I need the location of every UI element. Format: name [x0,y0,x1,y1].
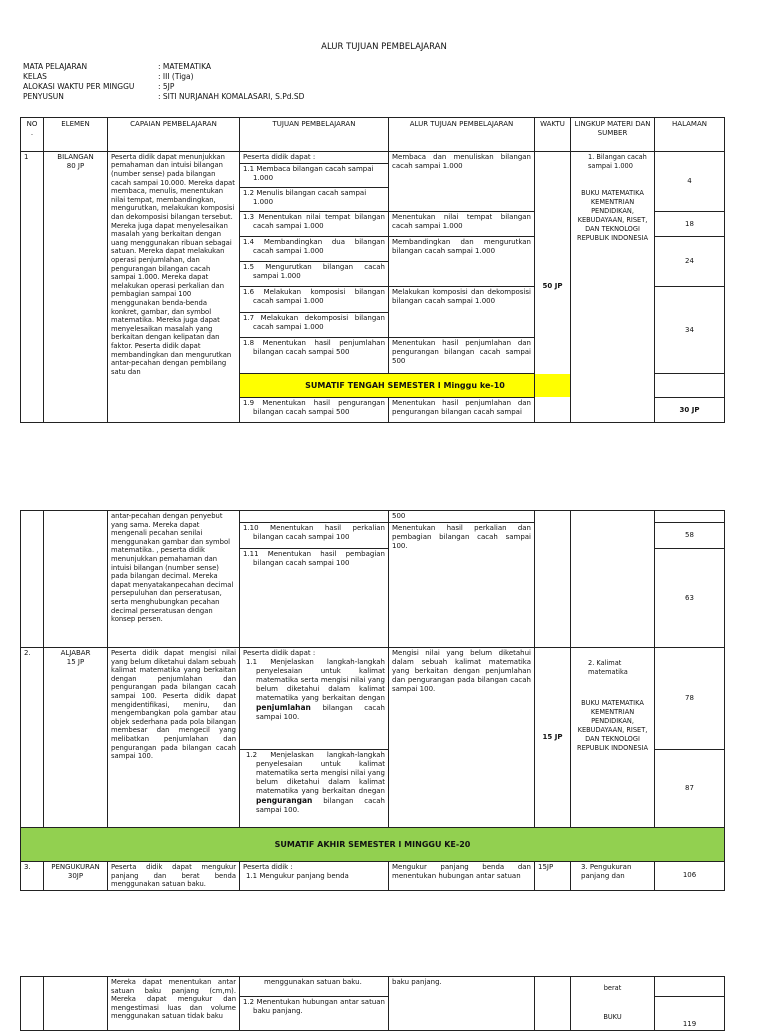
tp-item: 1.4 Membandingkan dua bilangan cacah sampai 1.000 [240,237,389,262]
element-cell: BILANGAN 80 JP [44,151,108,422]
halaman-cell: 18 [655,212,725,237]
meta-value: : 5JP [158,82,175,91]
header-elemen: ELEMEN [44,118,108,152]
element-cell [44,977,108,1031]
row-number: 1 [21,151,44,422]
halaman-cell [655,373,725,398]
tp-item [240,648,389,750]
atp-item: Melakukan komposisi dan dekomposisi bilangan cacah sampai 1.000 [389,287,535,337]
halaman-cell: 63 [655,549,725,648]
atp-item: Mengisi nilai yang belum diketahui dalam sebuah kalimat matematika yang berkaitan dengan penjumlahan dan pengurangan pada bilangan cacah sampai 100. [389,648,535,828]
lingkup-item: berat [603,984,622,992]
meta-row [23,62,304,72]
capaian-text: Peserta didik dapat mengukur panjang dan berat benda menggunakan satuan baku. [108,862,240,891]
meta-label: ALOKASI WAKTU PER MINGGU [23,82,135,91]
tp-item: 1.3 Menentukan nilai tempat bilangan cacah sampai 1.000 [240,212,389,237]
atp-item: Menentukan nilai tempat bilangan cacah sampai 1.000 [389,212,535,237]
meta-row [23,72,304,82]
tp-item [240,511,389,523]
header-capaian: CAPAIAN PEMBELAJARAN [108,118,240,152]
page-title: ALUR TUJUAN PEMBELAJARAN [321,42,447,52]
atp-table-part-2 [20,510,725,891]
tp-item: Peserta didik : 1.1 Mengukur panjang benda [240,862,389,891]
sumatif-band: SUMATIF AKHIR SEMESTER I MINGGU KE-20 [21,828,725,862]
tp-item: 1.6 Melakukan komposisi bilangan cacah sampai 1.000 [240,287,389,313]
atp-item: Menentukan hasil penjumlahan dan pengurangan bilangan cacah sampai 500 [389,337,535,373]
halaman-cell: 58 [655,523,725,549]
row-number [21,511,44,648]
waktu-cell: 15JP [535,862,571,891]
lingkup-item: 2. Kalimat matematika [588,659,628,676]
element-cell: PENGUKURAN 30JP [44,862,108,891]
atp-item: Menentukan hasil perkalian dan pembagian bilangan cacah sampai 100. [389,523,535,648]
document-meta [23,62,304,102]
header-lingkup: LINGKUP MATERI DAN SUMBER [571,118,655,152]
meta-value: : III (Tiga) [158,72,194,81]
atp-item: Membaca dan menuliskan bilangan cacah sampai 1.000 [389,151,535,212]
halaman-cell: 34 [655,287,725,373]
lingkup-cell [571,151,655,422]
lingkup-cell [571,511,655,648]
tp-item [240,750,389,828]
header-alur: ALUR TUJUAN PEMBELAJARAN [389,118,535,152]
source-book: BUKU [603,1013,622,1021]
element-cell [44,511,108,648]
header-halaman: HALAMAN [655,118,725,152]
tp-item: 1.2 Menentukan hubungan antar satuan baku panjang. [240,997,389,1031]
row-number [21,977,44,1031]
waktu-cell: 50 JP [535,151,571,422]
table-header-row [21,118,725,152]
meta-value: : SITI NURJANAH KOMALASARI, S.Pd.SD [158,92,305,101]
tp-item: 1.2 Menulis bilangan cacah sampai 1.000 [240,187,389,212]
header-no: NO . [21,118,44,152]
halaman-cell: 4 [655,151,725,212]
capaian-text: Peserta didik dapat mengisi nilai yang belum diketahui dalam sebuah kalimat matematika yang berkaitan dengan penjumlahan dan pengurangan pada bilangan cacah sampai 100. Peserta didik dapat mengidentifikasi, meniru, dan mengembangkan pola gambar atau objek sederhana pada pola bilangan membesar dan mengecil yang melibatkan penjumlahan dan pengurangan pada bilangan cacah sampai 100. [108,648,240,828]
meta-value: : MATEMATIKA [158,62,211,71]
tp-item: 1.8 Menentukan hasil penjumlahan bilangan cacah sampai 500 [240,337,389,373]
row-number: 2. [21,648,44,828]
capaian-text: antar-pecahan dengan penyebut yang sama. Mereka dapat mengenali pecahan senilai menggunakan gambar dan symbol matematika. , peserta didik menunjukkan pemahaman dan intuisi bilangan (number sense) pada bilangan decimal. Mereka dapat menyatakanpecahan decimal persepuluhan dan perseratusan, serta menghubungkan pecahan decimal perseratusan dengan konsep persen. [108,511,240,648]
meta-label: PENYUSUN [23,92,64,101]
halaman-cell: 87 [655,750,725,828]
halaman-cell [655,511,725,523]
tp-item-text: 1.1 Menjelaskan langkah-langkah penyelesaian untuk kalimat matematika serta mengisi nilai yang belum diketahui dalam kalimat matematika yang berkaitan dengan penjumlahan bilangan cacah sampai 100. [246,658,385,721]
tp-item: 1.10 Menentukan hasil perkalian bilangan cacah sampai 100 [240,523,389,549]
tp-item: menggunakan satuan baku. [240,977,389,997]
tp-intro: Peserta didik dapat : [243,649,316,657]
capaian-text: Mereka dapat menentukan antar satuan baku panjang (cm,m). Mereka dapat mengukur dan mengestimasi luas dan volume menggunakan satuan tidak baku [108,977,240,1031]
atp-item: baku panjang. [389,977,535,1031]
atp-item: Mengukur panjang benda dan menentukan hubungan antar satuan [389,862,535,891]
waktu-cell: 30 JP [655,398,725,423]
lingkup-cell [571,977,655,1031]
atp-table-part-3 [20,976,725,1031]
sumatif-band: SUMATIF TENGAH SEMESTER I Minggu ke-10 [240,373,571,398]
meta-label: MATA PELAJARAN [23,62,88,71]
atp-table-part-1 [20,117,725,423]
capaian-text: Peserta didik dapat menunjukkan pemahaman dan intuisi bilangan (number sense) pada bilangan cacah sampai 10.000. Mereka dapat membaca, menulis, menentukan nilai tempat, membandingkan, mengurutkan, melakukan komposisi dan dekomposisi bilangan tersebut. Mereka juga dapat menyelesaikan masalah yang berkaitan dengan uang menggunakan ribuan sebagai satuan. Mereka dapat melakukan operasi penjumlahan, dan pengurangan bilangan cacah sampai 1.000. Mereka dapat melakukan operasi perkalian dan pembagian sampai 100 menggunakan benda-benda konkret, gambar, dan symbol matematika. Mereka juga dapat menyelesaikan masalah yang berkaitan dengan kelipatan dan faktor. Peserta didik dapat membandingkan dan mengurutkan antar-pecahan dengan pembilang satu dan [108,151,240,422]
waktu-cell [535,511,571,648]
tp-item: 1.9 Menentukan hasil pengurangan bilangan cacah sampai 500 [240,398,389,423]
header-tujuan: TUJUAN PEMBELAJARAN [240,118,389,152]
lingkup-item: 3. Pengukuran panjang dan [571,862,655,891]
element-cell: ALJABAR 15 JP [44,648,108,828]
halaman-cell: 119 [655,997,725,1031]
waktu-cell: 15 JP [535,648,571,828]
tp-item: 1.1 Membaca bilangan cacah sampai 1.000 [240,164,389,188]
lingkup-item: 1. Bilangan cacah sampai 1.000 [588,152,647,170]
halaman-cell: 106 [655,862,725,891]
source-book: BUKU MATEMATIKA KEMENTRIAN PENDIDIKAN, KEBUDAYAAN, RISET, DAN TEKNOLOGI REPUBLIK INDONESIA [577,699,648,752]
tp-item-text: 1.2 Menjelaskan langkah-langkah penyelesaian untuk kalimat matematika serta mengisi nilai yang belum diketahui dalam kalimat matematika yang berkaitan dnegan pengurangan bilangan cacah sampai 100. [246,751,385,814]
source-book: BUKU MATEMATIKA KEMENTRIAN PENDIDIKAN, KEBUDAYAAN, RISET, DAN TEKNOLOGI REPUBLIK INDONESIA [577,188,648,242]
lingkup-cell [571,648,655,828]
halaman-cell [655,977,725,997]
row-number: 3. [21,862,44,891]
tp-item: 1.5 Mengurutkan bilangan cacah sampai 1.000 [240,261,389,287]
tp-item: 1.11 Menentukan hasil pembagian bilangan cacah sampai 100 [240,549,389,648]
tp-item: 1.7 Melakukan dekomposisi bilangan cacah sampai 1.000 [240,313,389,338]
meta-label: KELAS [23,72,47,81]
meta-row [23,82,304,92]
halaman-cell: 78 [655,648,725,750]
waktu-cell [535,977,571,1031]
atp-item: Menentukan hasil penjumlahan dan pengurangan bilangan cacah sampai [389,398,535,423]
meta-row [23,92,304,102]
atp-item: 500 [389,511,535,523]
halaman-cell: 24 [655,237,725,287]
tp-intro: Peserta didik dapat : [240,151,389,163]
atp-item: Membandingkan dan mengurutkan bilangan cacah sampai 1.000 [389,237,535,287]
header-waktu: WAKTU [535,118,571,152]
